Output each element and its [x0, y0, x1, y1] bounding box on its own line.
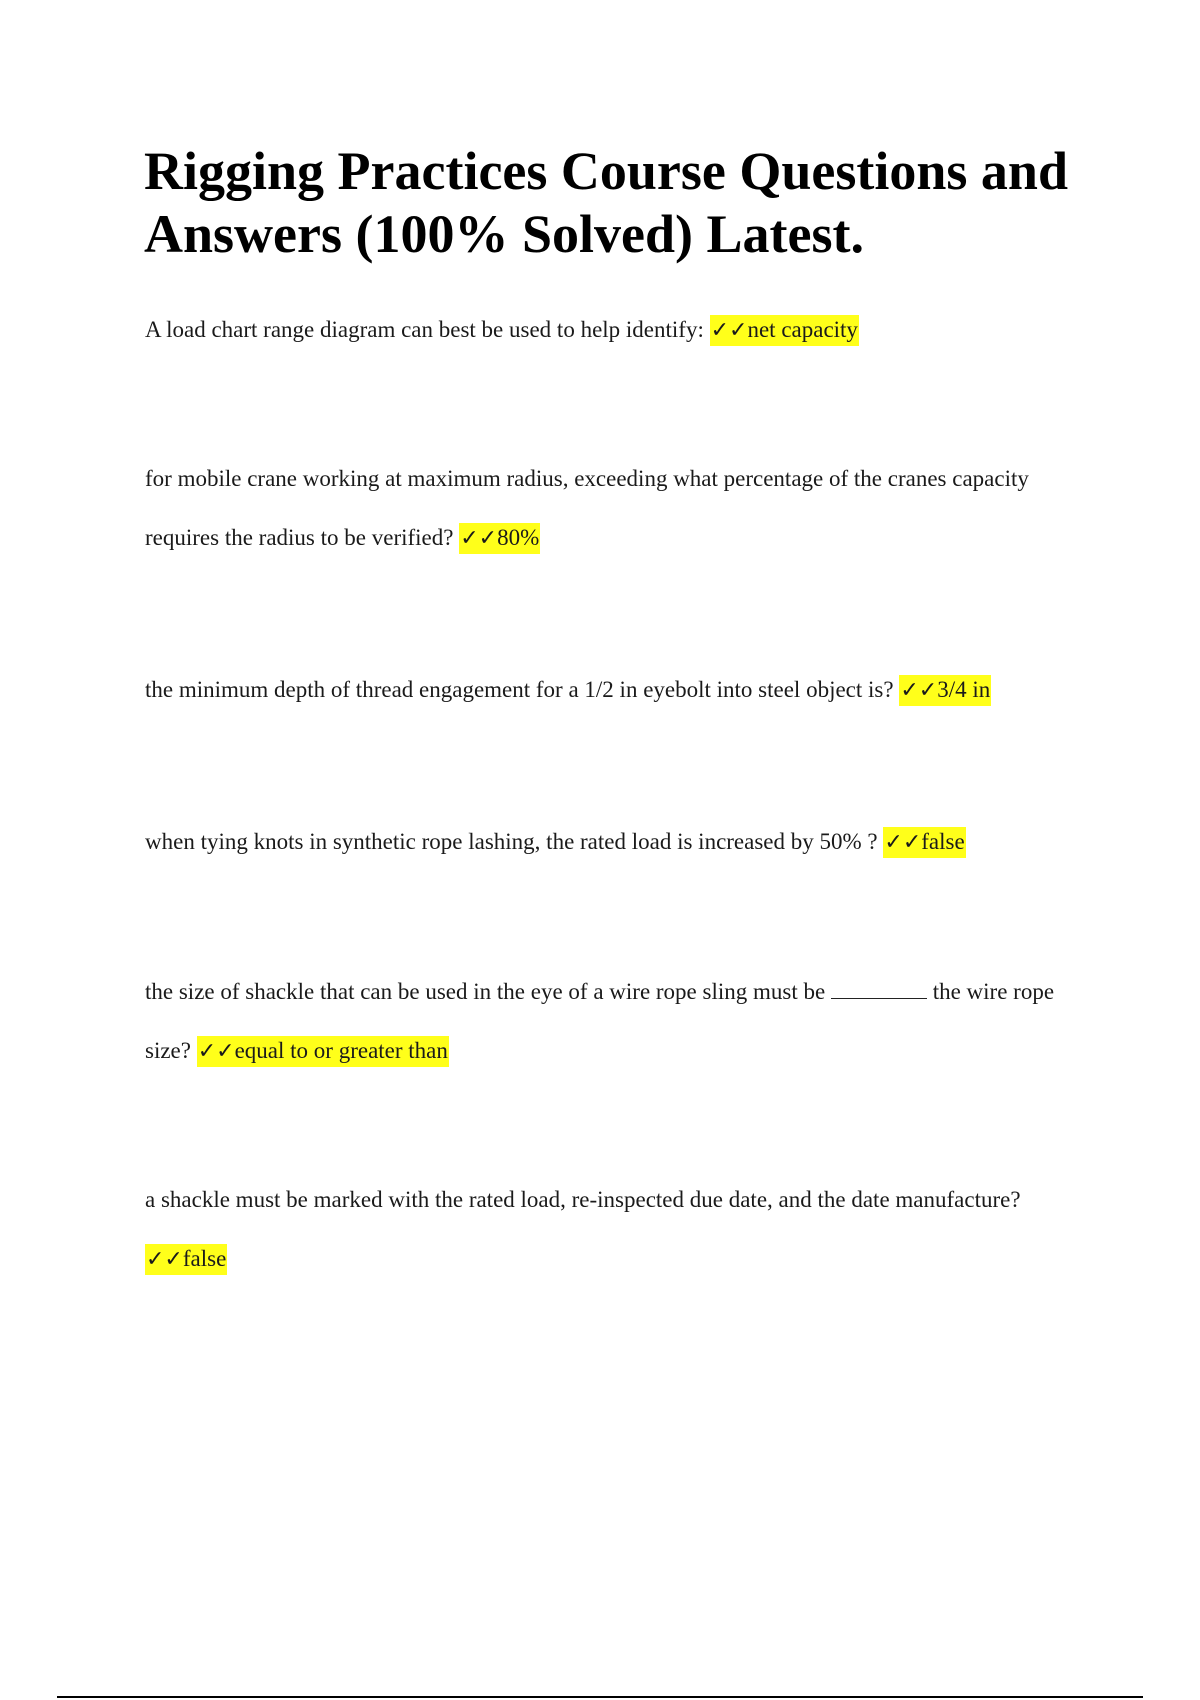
question-text-after-blank: the wire rope size? — [145, 979, 1055, 1063]
answer-text: false — [182, 1246, 227, 1271]
check-icon: ✓✓ — [884, 830, 922, 855]
question-text: when tying knots in synthetic rope lashing, the rated load is increased by 50% ? — [145, 829, 878, 854]
page-bottom-rule — [57, 1696, 1143, 1698]
answer-highlight — [899, 675, 991, 706]
answer-highlight — [883, 827, 965, 858]
qa-item-1 — [145, 300, 1080, 360]
qa-item-6 — [145, 1170, 1080, 1289]
question-text: a shackle must be marked with the rated load, re-inspected due date, and the date manufacture? — [145, 1187, 1021, 1212]
page-title: Rigging Practices Course Questions and Answers (100% Solved) Latest. — [144, 141, 1068, 264]
answer-highlight — [710, 315, 859, 346]
answer-text: false — [921, 829, 965, 854]
check-icon: ✓✓ — [146, 1247, 183, 1272]
answer-highlight — [197, 1036, 449, 1067]
qa-item-5 — [145, 962, 1080, 1081]
qa-item-3 — [145, 660, 1080, 720]
question-text: the minimum depth of thread engagement for a 1/2 in eyebolt into steel object is? — [145, 677, 894, 702]
check-icon: ✓✓ — [460, 526, 498, 551]
qa-item-2 — [145, 449, 1080, 568]
answer-text: 3/4 in — [937, 677, 991, 702]
answer-text: net capacity — [747, 317, 858, 342]
question-text: A load chart range diagram can best be used to help identify: — [145, 317, 704, 342]
qa-item-4 — [145, 812, 1080, 872]
answer-text: 80% — [497, 525, 540, 550]
answer-text: equal to or greater than — [234, 1038, 448, 1063]
check-icon: ✓✓ — [197, 1039, 235, 1064]
question-text-before-blank: the size of shackle that can be used in the eye of a wire rope sling must be — [145, 979, 826, 1004]
question-text: for mobile crane working at maximum radius, exceeding what percentage of the cranes capacity requires the radius to be verified? — [145, 466, 1029, 550]
answer-highlight — [145, 1244, 227, 1275]
answer-highlight — [459, 523, 540, 554]
fill-in-blank — [831, 980, 927, 999]
check-icon: ✓✓ — [900, 678, 938, 703]
check-icon: ✓✓ — [710, 318, 748, 343]
